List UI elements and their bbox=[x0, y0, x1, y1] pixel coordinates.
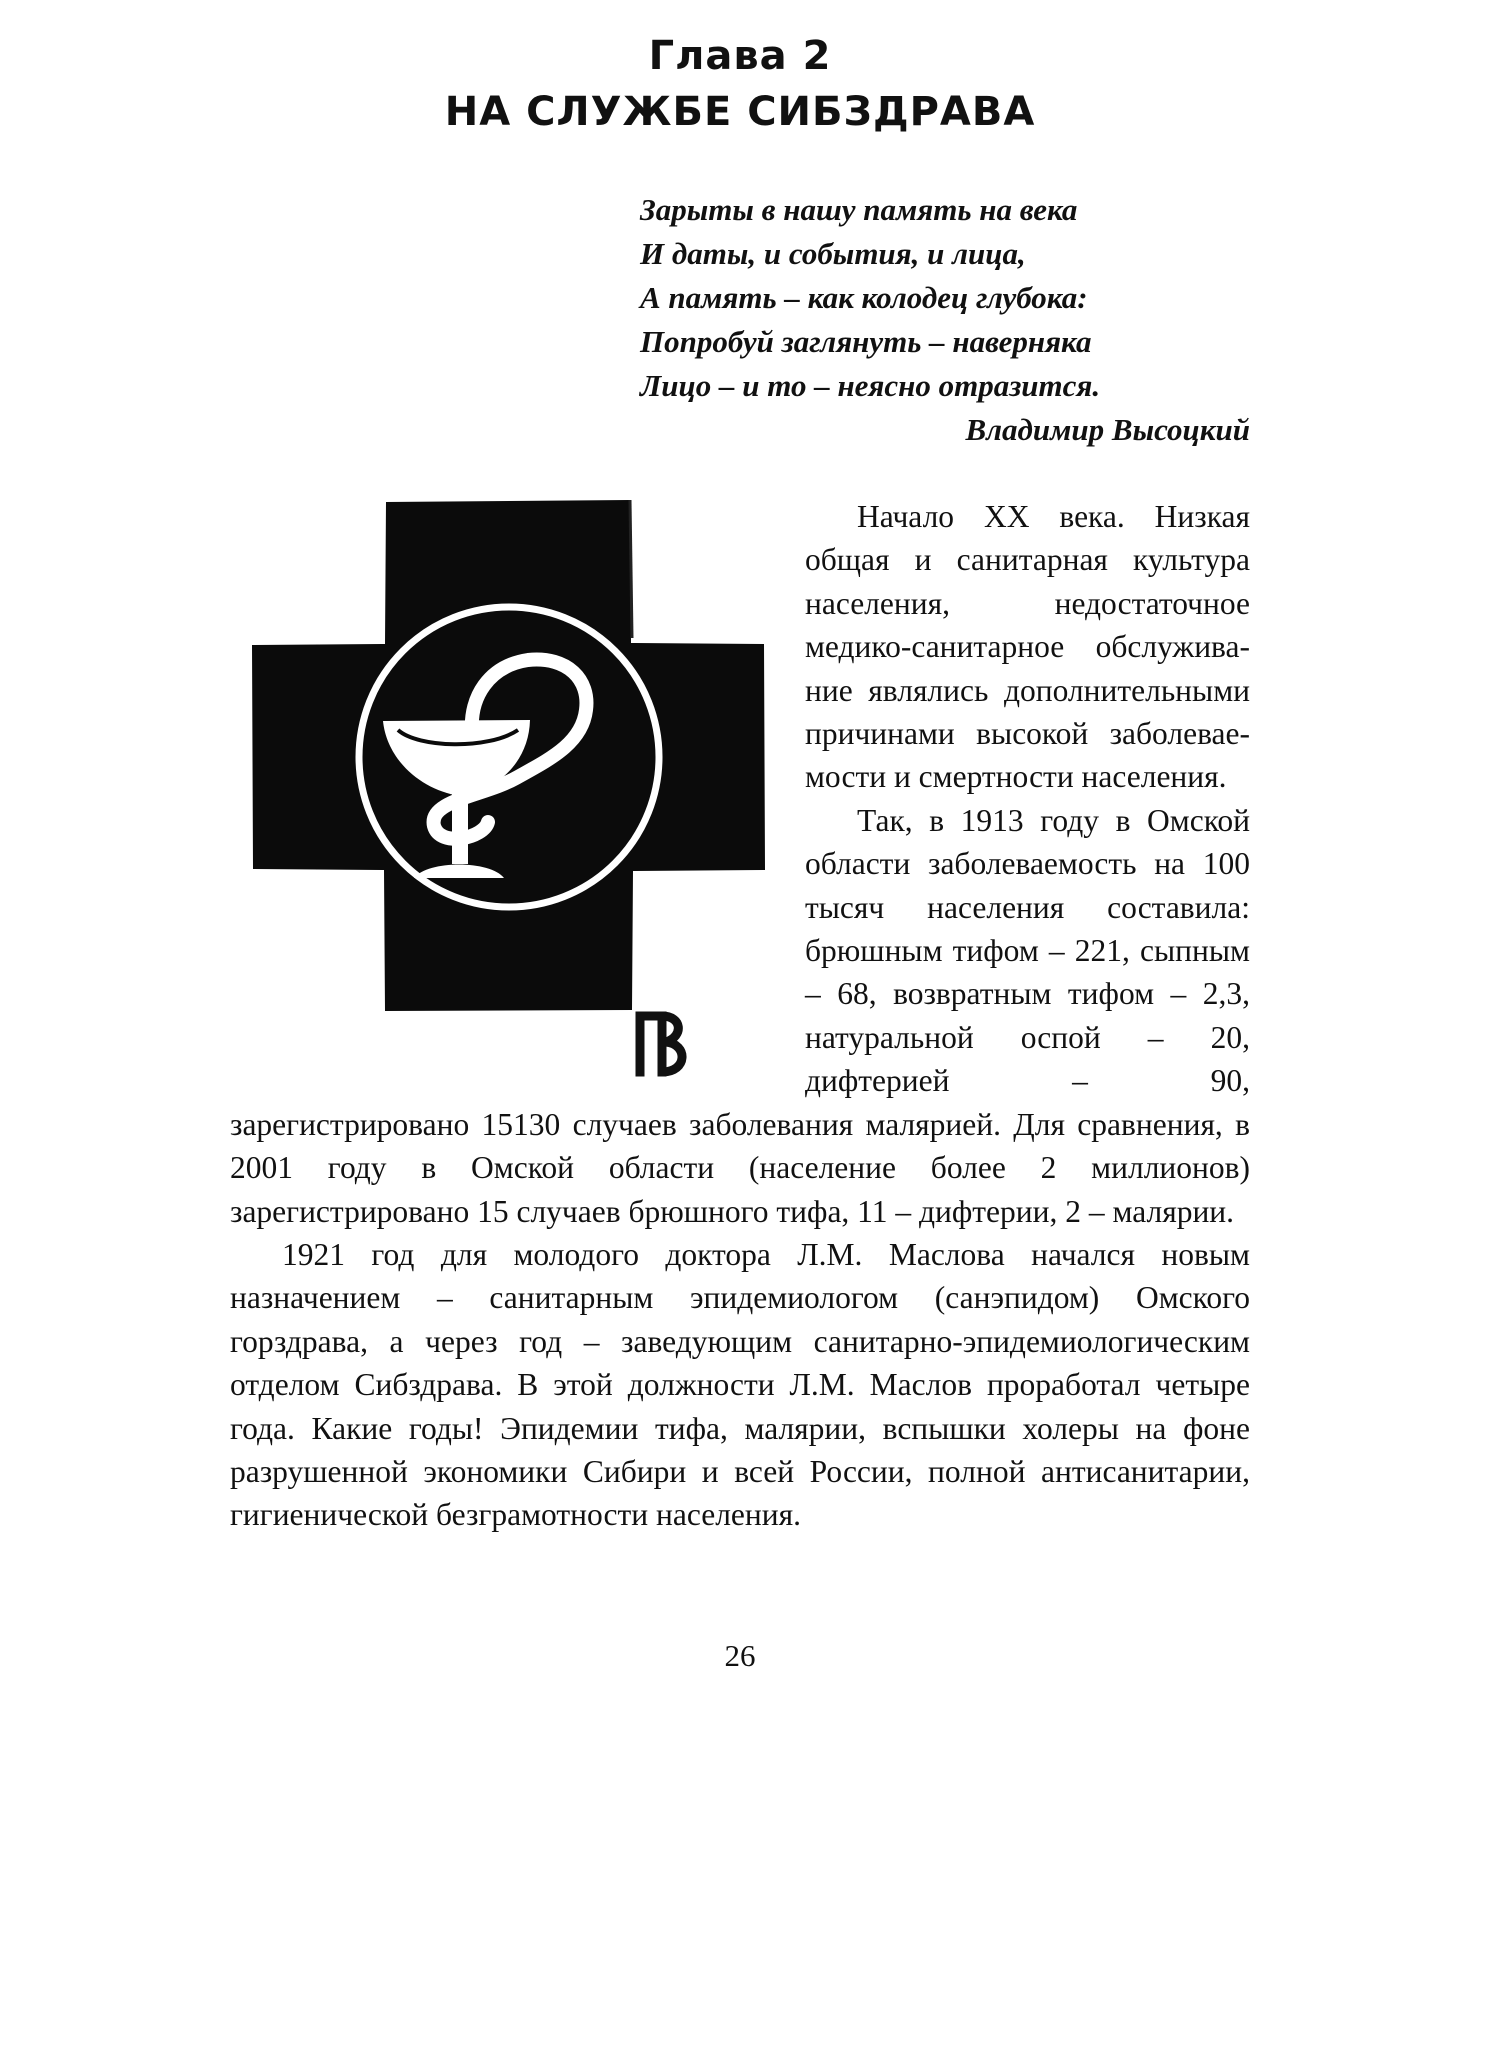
illustration-wrap-area bbox=[230, 495, 805, 1075]
epigraph-line: Попробуй заглянуть – наверняка bbox=[640, 324, 1092, 359]
epigraph-author: Владимир Высоцкий bbox=[965, 412, 1250, 447]
body-text bbox=[230, 495, 1250, 1537]
epigraph-line: И даты, и события, и лица, bbox=[640, 236, 1026, 271]
chapter-number: Глава 2 bbox=[648, 33, 832, 79]
paragraph: 1921 год для молодого доктора Л.М. Маслова начался новым назначением – санитарным эпидемиологом (санэпидом) Омского горздрава, а через год – заведующим санитарно-эпидемиологическим отделом Сибздрава. В этой должности Л.М. Маслов проработал четыре года. Какие годы! Эпидемии тифа, малярии, вспышки холеры на фоне разрушенной экономики Сибири и всей России, полной антисанитарии, гигиенической безграмотности населения. bbox=[230, 1236, 1250, 1533]
epigraph-line: Лицо – и то – неясно отразится. bbox=[640, 368, 1101, 403]
epigraph-line: А память – как колодец глубока: bbox=[640, 280, 1088, 315]
chapter-heading bbox=[230, 33, 1250, 135]
paragraph: Так, в 1913 году в Омской области заболеваемость на 100 тысяч населения составила: брюшным тифом – 221, сыпным – 68, возвратным тифом – 2,3, натуральной оспой – 20, дифтерией – 90, зарегистрировано 15130 случаев заболевания малярией. Для сравнения, в 2001 году в Омской области (население более 2 миллионов) зарегистрировано 15 случаев брюшного тифа, 11 – дифтерии, 2 – малярии. bbox=[230, 802, 1250, 1229]
paragraph: Начало XX века. Низкая общая и санитарная культура населения, недостаточное медико-санитарное обслуживание являлись дополнительными причинами высокой заболеваемости и смертности населения. bbox=[805, 499, 1250, 795]
epigraph-line: Зарыты в нашу память на века bbox=[640, 192, 1078, 227]
chapter-title: НА СЛУЖБЕ СИБЗДРАВА bbox=[444, 89, 1036, 135]
page-number: 26 bbox=[724, 1638, 756, 1673]
epigraph bbox=[640, 188, 1250, 452]
